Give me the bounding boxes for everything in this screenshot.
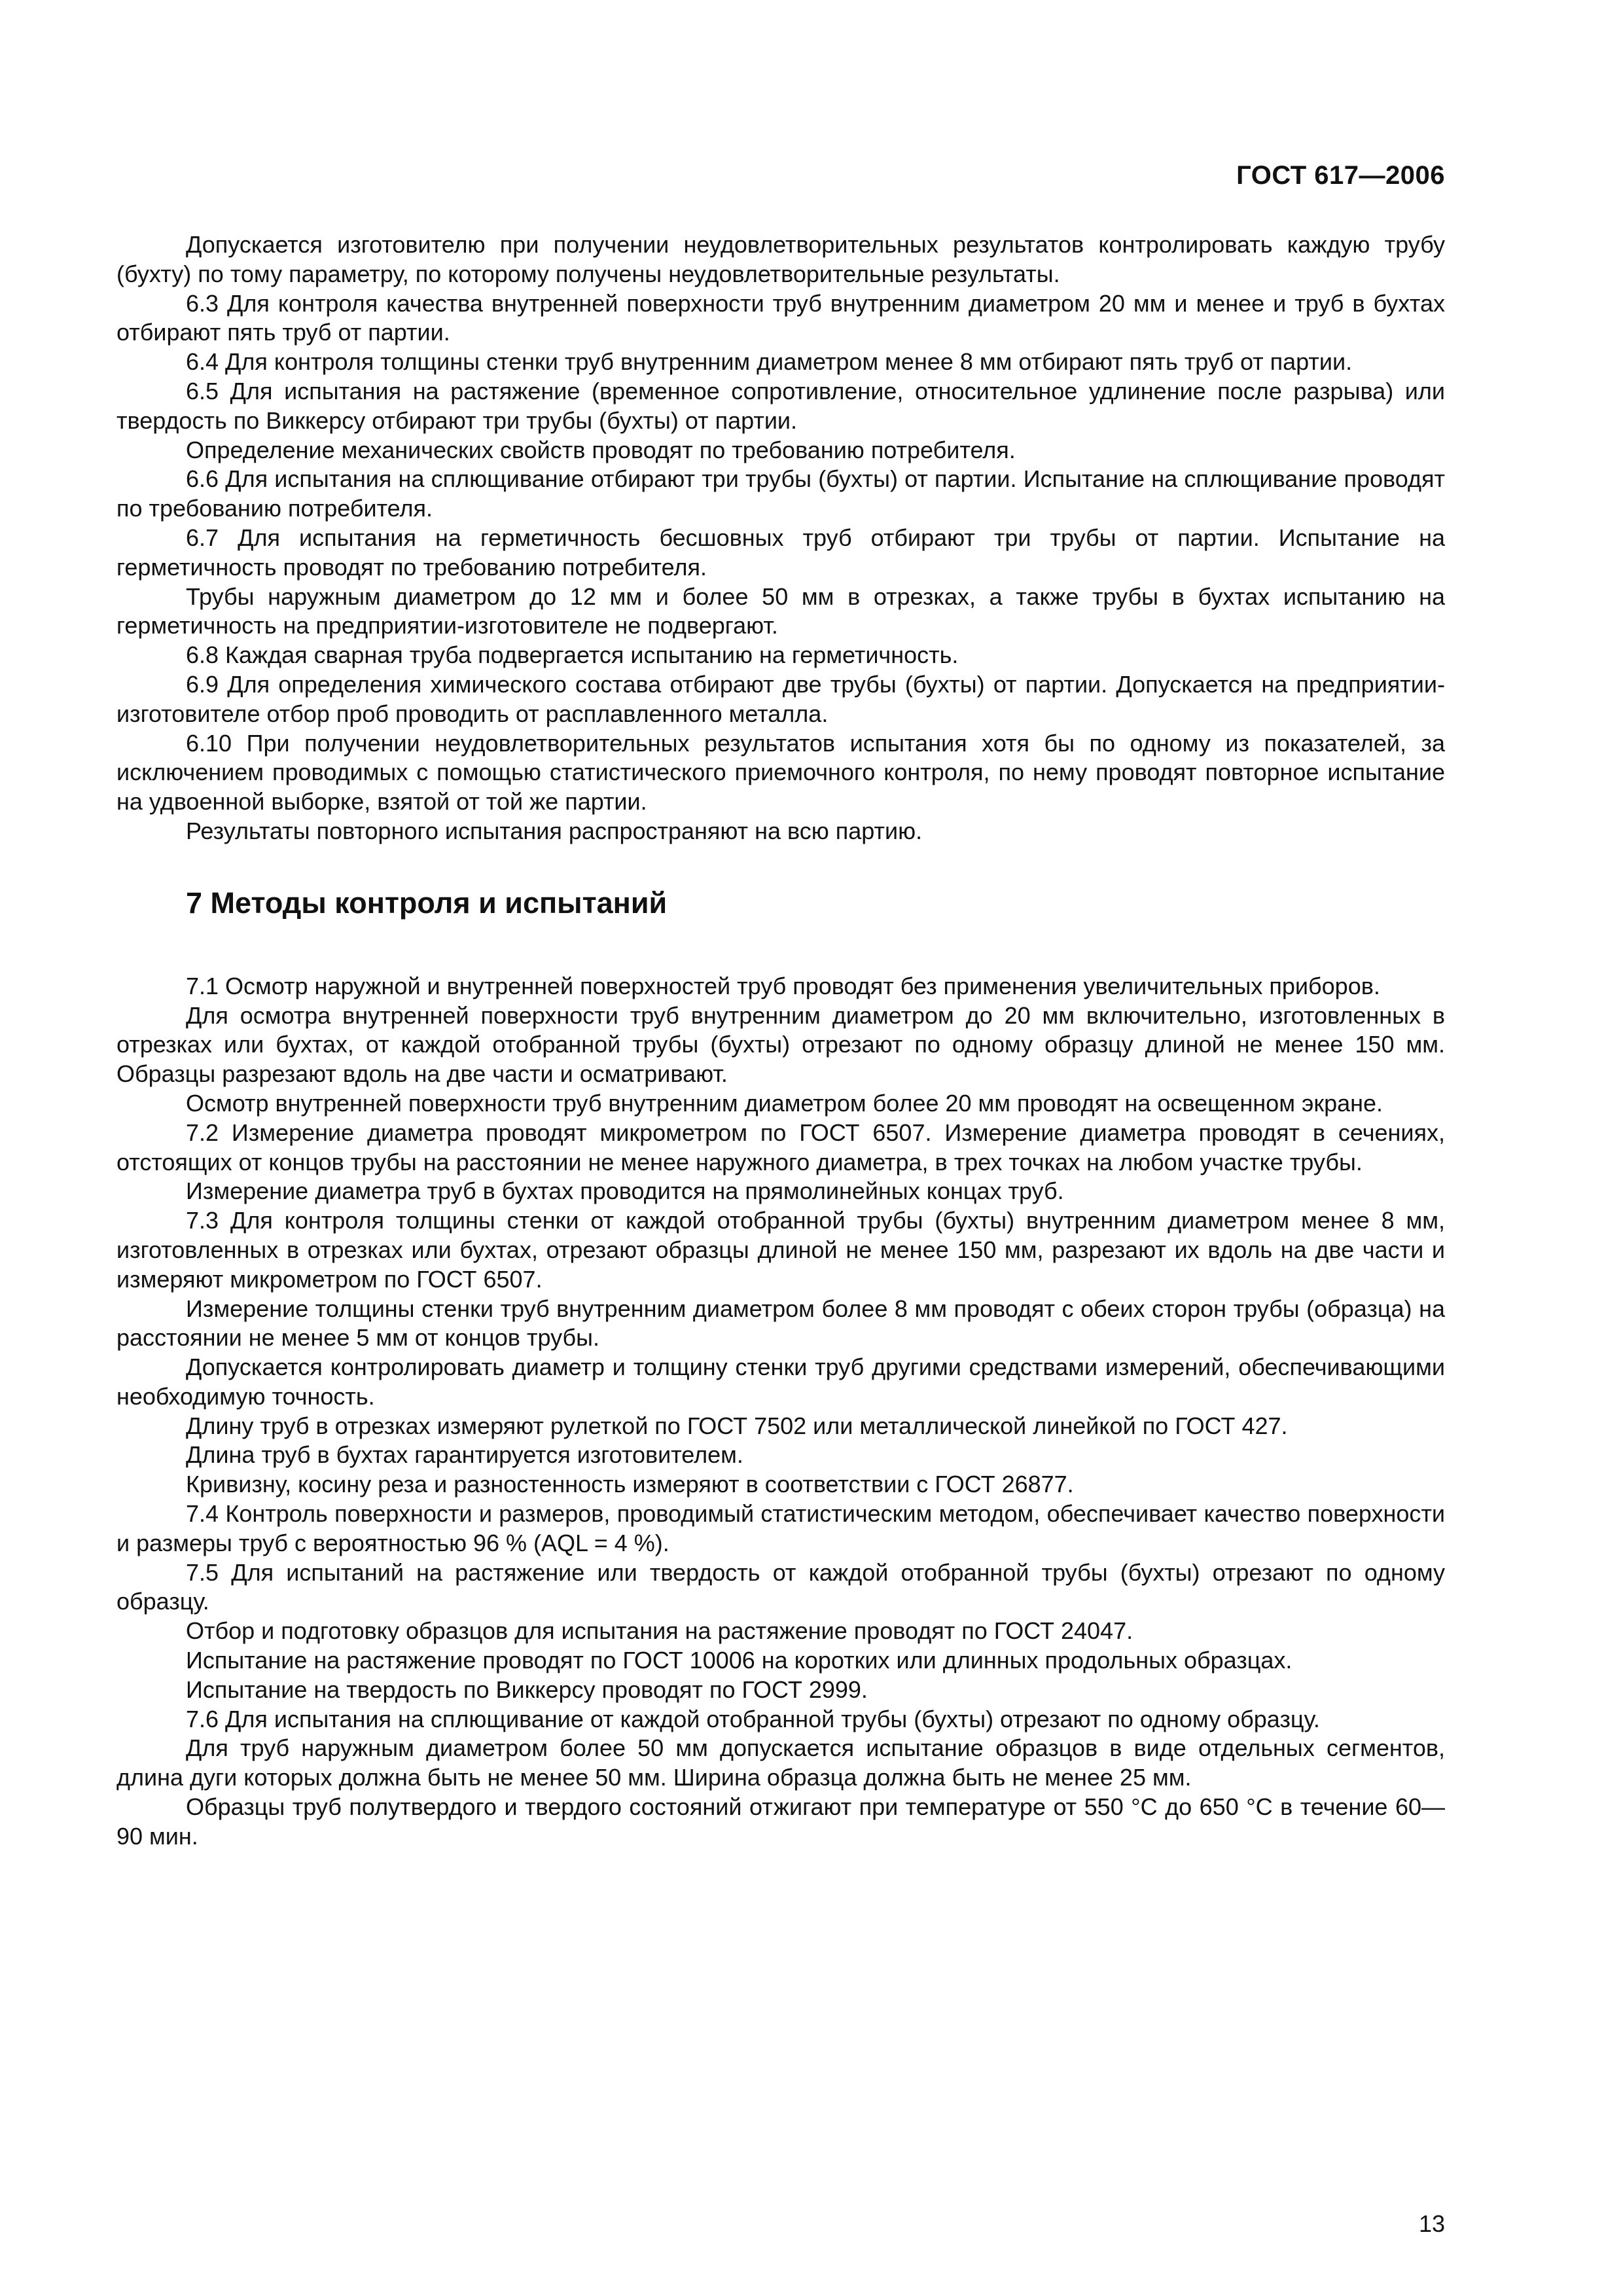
paragraph: 7.3 Для контроля толщины стенки от каждой отобранной трубы (бухты) внутренним диаметром менее 8 мм, изготовленных в отрезках или бухтах, отрезают образцы длиной не менее 150 мм, разрезают их вдоль на две части и измеряют микрометром по ГОСТ 6507.	[116, 1207, 1445, 1293]
section-heading: 7 Методы контроля и испытаний	[186, 886, 668, 920]
paragraph: Кривизну, косину реза и разностенность измеряют в соответствии с ГОСТ 26877.	[186, 1471, 1074, 1498]
paragraph: Осмотр внутренней поверхности труб внутренним диаметром более 20 мм проводят на освещенном экране.	[186, 1089, 1383, 1117]
paragraph: Для труб наружным диаметром более 50 мм допускается испытание образцов в виде отдельных сегментов, длина дуги которых должна быть не менее 50 мм. Ширина образца должна быть не менее 25 мм.	[116, 1734, 1445, 1791]
paragraph: 6.5 Для испытания на растяжение (временное сопротивление, относительное удлинение после разрыва) или твердость по Виккерсу отбирают три трубы (бухты) от партии.	[116, 377, 1445, 434]
paragraph: Испытание на твердость по Виккерсу проводят по ГОСТ 2999.	[186, 1676, 868, 1703]
paragraph: Допускается изготовителю при получении неудовлетворительных результатов контролировать каждую трубу (бухту) по тому параметру, по которому получены неудовлетворительные результаты.	[116, 231, 1445, 287]
paragraph: 6.10 При получении неудовлетворительных результатов испытания хотя бы по одному из показателей, за исключением проводимых с помощью статистического приемочного контроля, по нему проводят повторное испытание на удвоенной выборке, взятой от той же партии.	[116, 729, 1445, 816]
paragraph: 7.1 Осмотр наружной и внутренней поверхностей труб проводят без применения увеличительных приборов.	[186, 972, 1380, 999]
paragraph: 6.6 Для испытания на сплющивание отбирают три трубы (бухты) от партии. Испытание на сплющивание проводят по требованию потребителя.	[116, 465, 1445, 522]
paragraph: 6.7 Для испытания на герметичность бесшовных труб отбирают три трубы от партии. Испытание на герметичность проводят по требованию потребителя.	[116, 524, 1445, 581]
paragraph: 7.5 Для испытаний на растяжение или твердость от каждой отобранной трубы (бухты) отрезают по одному образцу.	[116, 1558, 1445, 1615]
paragraph: 7.6 Для испытания на сплющивание от каждой отобранной трубы (бухты) отрезают по одному образцу.	[186, 1705, 1320, 1732]
paragraph: Образцы труб полутвердого и твердого состояний отжигают при температуре от 550 °С до 650 °С в течение 60—90 мин.	[116, 1793, 1445, 1850]
paragraph: 6.8 Каждая сварная труба подвергается испытанию на герметичность.	[186, 641, 959, 669]
paragraph: 6.4 Для контроля толщины стенки труб внутренним диаметром менее 8 мм отбирают пять труб от партии.	[186, 348, 1353, 376]
paragraph: 6.9 Для определения химического состава отбирают две трубы (бухты) от партии. Допускается на предприятии-изготовителе отбор проб проводить от расплавленного металла.	[116, 670, 1445, 727]
paragraph: Определение механических свойств проводят по требованию потребителя.	[186, 436, 1016, 463]
paragraph: 6.3 Для контроля качества внутренней поверхности труб внутренним диаметром 20 мм и менее и труб в бухтах отбирают пять труб от партии.	[116, 289, 1445, 346]
document-body	[116, 230, 1445, 1852]
clause-6-continuation	[116, 230, 1445, 846]
paragraph: Результаты повторного испытания распространяют на всю партию.	[186, 817, 923, 844]
clause-7-body	[116, 972, 1445, 1852]
page-number: 13	[1418, 2210, 1445, 2237]
paragraph: Испытание на растяжение проводят по ГОСТ 10006 на коротких или длинных продольных образцах.	[186, 1647, 1293, 1674]
paragraph: 7.2 Измерение диаметра проводят микрометром по ГОСТ 6507. Измерение диаметра проводят в сечениях, отстоящих от концов трубы на расстоянии не менее наружного диаметра, в трех точках на любом участке трубы.	[116, 1119, 1445, 1175]
paragraph: Для осмотра внутренней поверхности труб внутренним диаметром до 20 мм включительно, изготовленных в отрезках или бухтах, от каждой отобранной трубы (бухты) отрезают по одному образцу длиной не менее 150 мм. Образцы разрезают вдоль на две части и осматривают.	[116, 1001, 1445, 1088]
paragraph: Измерение толщины стенки труб внутренним диаметром более 8 мм проводят с обеих сторон трубы (образца) на расстоянии не менее 5 мм от концов трубы.	[116, 1295, 1445, 1352]
paragraph: Трубы наружным диаметром до 12 мм и более 50 мм в отрезках, а также трубы в бухтах испытанию на герметичность на предприятии-изготовителе не подвергают.	[116, 583, 1445, 639]
paragraph: Допускается контролировать диаметр и толщину стенки труб другими средствами измерений, обеспечивающими необходимую точность.	[116, 1354, 1445, 1410]
paragraph: Измерение диаметра труб в бухтах проводится на прямолинейных концах труб.	[186, 1177, 1064, 1205]
paragraph: Длина труб в бухтах гарантируется изготовителем.	[186, 1441, 743, 1469]
paragraph: 7.4 Контроль поверхности и размеров, проводимый статистическим методом, обеспечивает качество поверхности и размеры труб с вероятностью 96 % (AQL = 4 %).	[116, 1500, 1445, 1556]
paragraph: Отбор и подготовку образцов для испытания на растяжение проводят по ГОСТ 24047.	[186, 1617, 1133, 1645]
standard-code-header: ГОСТ 617—2006	[1236, 161, 1445, 190]
paragraph: Длину труб в отрезках измеряют рулеткой по ГОСТ 7502 или металлической линейкой по ГОСТ 427.	[186, 1412, 1288, 1439]
